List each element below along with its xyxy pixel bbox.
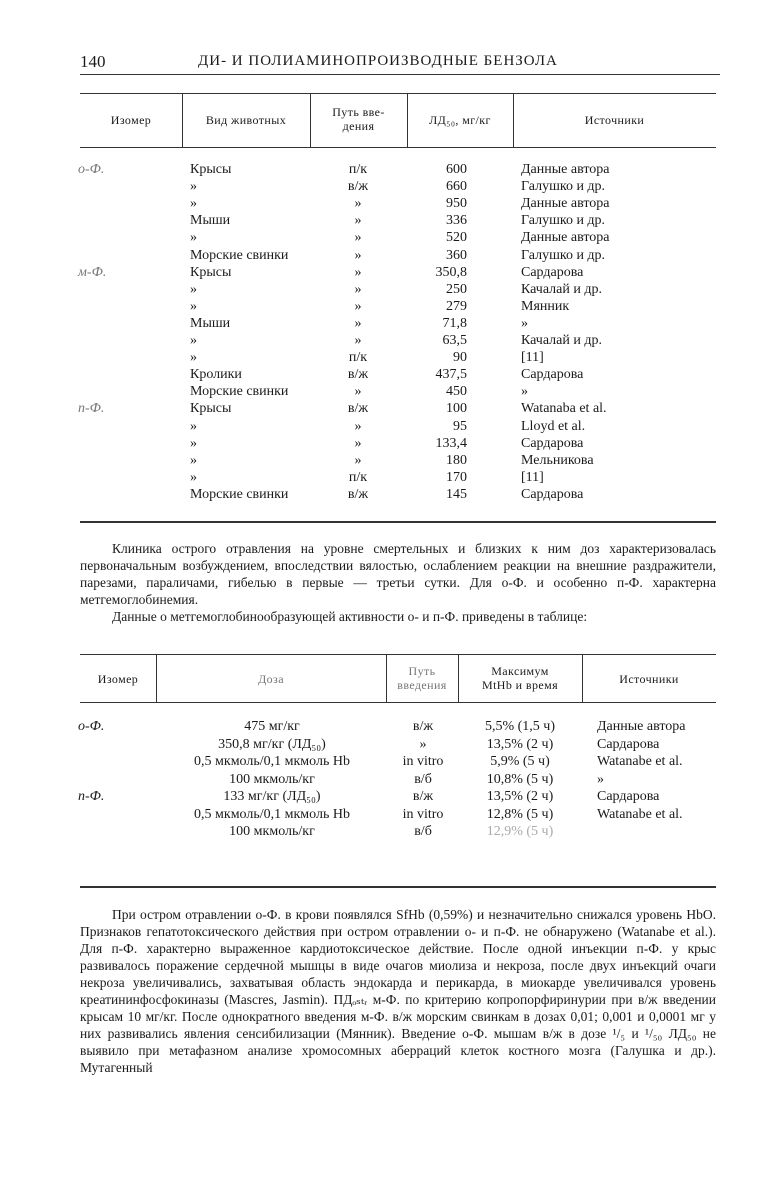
cell-dose: 0,5 мкмоль/0,1 мкмоль Hb xyxy=(194,754,350,769)
cell-ld50: 100 xyxy=(446,401,467,417)
table-rule-top xyxy=(80,654,716,655)
cell-source: Галушко и др. xyxy=(521,247,606,263)
cell-isomer: м-Ф. xyxy=(78,264,107,280)
col-header-max-2: MtHb и время xyxy=(482,678,558,692)
cell-route: » xyxy=(354,247,362,263)
cell-source: Галушко и др. xyxy=(521,179,606,195)
cell-species: Морские свинки xyxy=(190,247,289,263)
cell-route: » xyxy=(419,736,427,752)
col-header-sources: Источники xyxy=(584,113,645,127)
cell-ld50: 250 xyxy=(446,281,467,297)
cell-ld50: 437,5 xyxy=(435,367,467,383)
cell-dose: 475 мг/кг xyxy=(244,719,300,734)
table-rule-bottom xyxy=(80,521,716,523)
cell-species: Морские свинки xyxy=(190,486,289,502)
col-header-sources: Источники xyxy=(619,672,679,686)
cell-route: » xyxy=(354,435,362,451)
cell-source: Данные автора xyxy=(521,162,610,177)
cell-route: » xyxy=(354,418,362,434)
cell-species: Крысы xyxy=(190,401,232,417)
cell-route: » xyxy=(354,281,362,297)
table-rule-bottom xyxy=(80,886,716,888)
cell-source: Галушко и др. xyxy=(521,213,606,229)
cell-species: » xyxy=(190,179,197,195)
col-header-route-2: дения xyxy=(342,119,375,133)
cell-species: » xyxy=(190,452,197,468)
cell-max: 12,9% (5 ч) xyxy=(486,824,554,839)
cell-dose: 0,5 мкмоль/0,1 мкмоль Hb xyxy=(194,806,350,822)
cell-ld50: 63,5 xyxy=(442,333,467,348)
table-rule-header xyxy=(80,147,716,148)
cell-route: » xyxy=(354,452,362,468)
cell-route: п/к xyxy=(348,350,368,366)
cell-source: Данные автора xyxy=(521,230,610,246)
cell-route: in vitro xyxy=(402,806,444,822)
cell-source: Сардарова xyxy=(521,264,584,280)
text-block-1 xyxy=(80,540,716,625)
paragraph: При остром отравлении о-Ф. в крови появлялся SfHb (0,59%) и незначительно снижался уровень HbO. Признаков гепатотоксического действия при остром отравлении о- и п-Ф. не обнаружено (Watanabe et al.). Для п-Ф. характерно выраженное кардиотоксическое действие. После одной инъекции п-Ф. у крыс развивалось поражение сердечной мышцы в виде очагов миолиза и некроза, после двух инъекций очаги некроза увеличивались, захватывая область эндокарда и перикарда, в миокарде увеличивался уровень креатининфосфокиназы (Mascres, Jasmin). ПДₒₛₜᵣ м-Ф. по критерию копропорфиринурии при в/ж введении крысам 10 мг/кг. После однократного введения м-Ф. в/ж морским свинкам в дозах 0,01; 0,001 и 0,0001 мг у них развивались явления сенсибилизации (Мянник). Введение о-Ф. мышам в/ж в дозе ¹/₅ и ¹/₅₀ ЛД₅₀ не выявило при метафазном анализе хромосомных аберраций клеток костного мозга (Галушка и др.). Мутагенный xyxy=(80,907,716,1075)
cell-species: Крысы xyxy=(190,162,232,177)
cell-route: в/ж xyxy=(347,486,369,502)
cell-species: » xyxy=(190,350,197,366)
cell-species: » xyxy=(190,435,197,451)
cell-isomer: о-Ф. xyxy=(78,719,105,734)
cell-source: [11] xyxy=(521,469,544,485)
cell-ld50: 90 xyxy=(453,350,467,366)
cell-isomer: о-Ф. xyxy=(78,162,105,177)
cell-ld50: 360 xyxy=(446,247,467,263)
cell-species: » xyxy=(190,333,197,348)
running-head xyxy=(80,52,720,75)
cell-source: Сардарова xyxy=(597,789,660,804)
cell-ld50: 660 xyxy=(446,179,467,195)
table-rule-top xyxy=(80,93,716,94)
cell-species: Крысы xyxy=(190,264,232,280)
cell-route: » xyxy=(354,230,362,246)
cell-species: Мыши xyxy=(190,315,231,331)
col-header-isomer: Изомер xyxy=(110,113,152,127)
cell-dose: 100 мкмоль/кг xyxy=(229,771,315,787)
cell-dose: 100 мкмоль/кг xyxy=(229,824,315,839)
cell-route: » xyxy=(354,196,362,212)
cell-source: » xyxy=(521,315,528,331)
col-header-max-1: Максимум xyxy=(491,664,549,678)
cell-route: п/к xyxy=(348,469,368,485)
cell-species: Мыши xyxy=(190,213,231,229)
cell-dose: 133 мг/кг (ЛД₅₀) xyxy=(223,789,321,804)
running-title: ДИ- И ПОЛИАМИНОПРОИЗВОДНЫЕ БЕНЗОЛА xyxy=(198,53,558,69)
cell-species: » xyxy=(190,469,197,485)
cell-ld50: 71,8 xyxy=(442,315,467,331)
cell-max: 12,8% (5 ч) xyxy=(486,806,554,822)
cell-route: в/ж xyxy=(347,367,369,383)
cell-species: » xyxy=(190,281,197,297)
col-header-ld50: ЛД₅₀, мг/кг xyxy=(429,113,491,127)
cell-ld50: 950 xyxy=(446,196,467,212)
cell-source: » xyxy=(521,384,528,400)
cell-ld50: 180 xyxy=(446,452,467,468)
cell-source: Сардарова xyxy=(521,367,584,383)
cell-source: Качалай и др. xyxy=(521,281,602,297)
cell-species: Кролики xyxy=(190,367,242,383)
cell-source: Данные автора xyxy=(597,719,686,734)
text-block-2 xyxy=(80,906,716,1076)
cell-species: » xyxy=(190,298,197,314)
methemoglobin-table xyxy=(80,654,716,890)
cell-source: Мянник xyxy=(521,298,570,314)
page-number: 140 xyxy=(80,52,106,71)
cell-source: Качалай и др. xyxy=(521,333,602,348)
col-header-species: Вид животных xyxy=(205,113,287,127)
cell-species: » xyxy=(190,230,197,246)
cell-isomer: п-Ф. xyxy=(78,401,105,417)
cell-route: » xyxy=(354,264,362,280)
cell-route: в/ж xyxy=(347,401,369,417)
paragraph: Данные о метгемоглобинообразующей активности о- и п-Ф. приведены в таблице: xyxy=(112,609,588,624)
cell-source: Мельникова xyxy=(521,452,594,468)
cell-ld50: 520 xyxy=(446,230,467,246)
col-header-route-1: Путь вве- xyxy=(332,105,385,119)
cell-source: Watanaba et al. xyxy=(521,401,607,417)
cell-max: 13,5% (2 ч) xyxy=(486,789,554,804)
col-header-route-1: Путь xyxy=(408,664,436,678)
cell-source: Сардарова xyxy=(521,435,584,451)
cell-source: [11] xyxy=(521,350,544,366)
paragraph: Клиника острого отравления на уровне смертельных и близких к ним доз характеризовалась первоначальным возбуждением, впоследствии вялостью, ослаблением реакции на внешние раздражители, парезами, параличами, гибелью в первые — третьи сутки. Для о-Ф. и особенно п-Ф. характерна метгемоглобинемия. xyxy=(80,541,716,607)
cell-route: » xyxy=(354,315,362,331)
cell-route: in vitro xyxy=(402,754,444,769)
cell-species: Морские свинки xyxy=(190,384,289,400)
cell-source: Данные автора xyxy=(521,196,610,212)
cell-route: » xyxy=(354,298,362,314)
col-header-dose: Доза xyxy=(258,672,284,686)
cell-source: Сардарова xyxy=(597,736,660,752)
cell-ld50: 600 xyxy=(446,162,467,177)
cell-ld50: 450 xyxy=(446,384,467,400)
cell-route: п/к xyxy=(348,162,368,177)
cell-ld50: 279 xyxy=(446,298,467,314)
cell-max: 10,8% (5 ч) xyxy=(486,771,554,787)
cell-route: в/ж xyxy=(347,179,369,195)
col-header-isomer: Изомер xyxy=(97,672,139,686)
cell-ld50: 95 xyxy=(453,418,467,434)
cell-route: в/ж xyxy=(412,719,434,734)
cell-route: в/б xyxy=(414,824,432,839)
table-rule-header xyxy=(80,702,716,703)
cell-isomer: п-Ф. xyxy=(78,789,105,804)
cell-max: 13,5% (2 ч) xyxy=(486,736,554,752)
cell-max: 5,9% (5 ч) xyxy=(490,754,550,769)
cell-source: Lloyd et al. xyxy=(521,418,586,434)
cell-source: Watanabe et al. xyxy=(597,806,683,822)
cell-ld50: 170 xyxy=(446,469,467,485)
cell-route: » xyxy=(354,333,362,348)
cell-route: » xyxy=(354,213,362,229)
cell-ld50: 133,4 xyxy=(435,435,467,451)
cell-route: в/ж xyxy=(412,789,434,804)
cell-source: Watanabe et al. xyxy=(597,754,683,769)
cell-max: 5,5% (1,5 ч) xyxy=(484,719,556,734)
cell-ld50: 350,8 xyxy=(435,264,467,280)
cell-route: » xyxy=(354,384,362,400)
cell-ld50: 145 xyxy=(446,486,467,502)
cell-route: в/б xyxy=(414,771,432,787)
ld50-table xyxy=(80,93,716,525)
cell-source: Сардарова xyxy=(521,486,584,502)
cell-ld50: 336 xyxy=(446,213,467,229)
cell-species: » xyxy=(190,196,197,212)
col-header-route-2: введения xyxy=(397,678,447,692)
cell-species: » xyxy=(190,418,197,434)
cell-source: » xyxy=(597,771,604,787)
cell-dose: 350,8 мг/кг (ЛД₅₀) xyxy=(218,736,326,752)
